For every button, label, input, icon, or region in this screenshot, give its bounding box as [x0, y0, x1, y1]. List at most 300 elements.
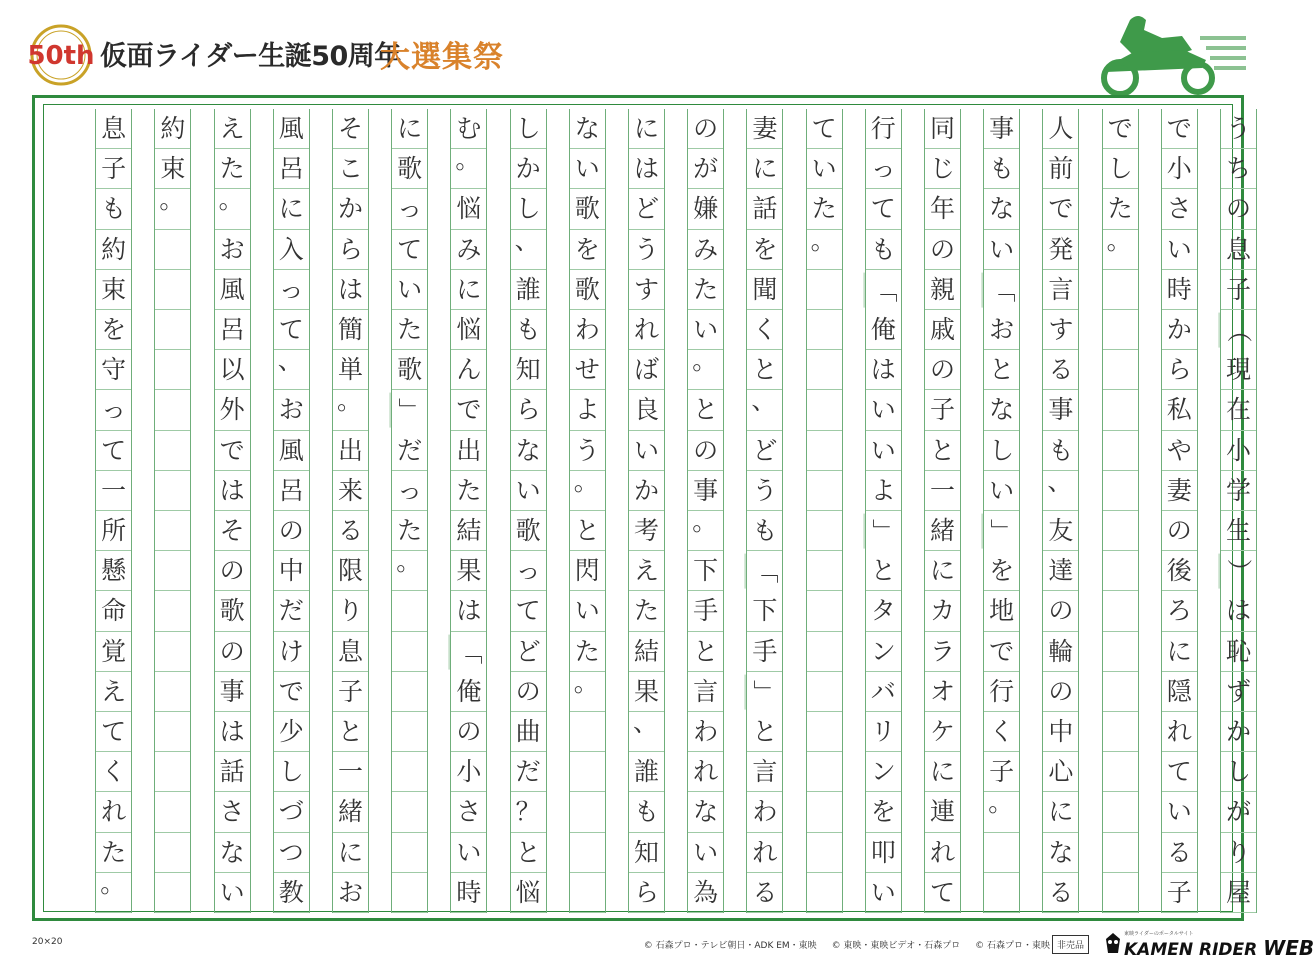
manuscript-cell: て	[925, 873, 960, 913]
manuscript-cell	[570, 712, 605, 752]
manuscript-cell	[570, 752, 605, 792]
manuscript-cell: 心	[1043, 752, 1078, 792]
manuscript-cell: 果	[629, 672, 664, 712]
manuscript-column	[569, 109, 606, 913]
manuscript-cell: て	[96, 712, 131, 752]
manuscript-cell: 事	[688, 471, 723, 511]
manuscript-cell: ち	[1221, 149, 1256, 189]
manuscript-cell: 」	[745, 674, 785, 709]
manuscript-cell: 風	[274, 431, 309, 471]
manuscript-cell: り	[1221, 833, 1256, 873]
manuscript-cell: 以	[215, 350, 250, 390]
manuscript-cell: 妻	[1162, 471, 1197, 511]
manuscript-cell: ん	[451, 350, 486, 390]
manuscript-cell	[155, 350, 190, 390]
manuscript-cell: た	[96, 833, 131, 873]
manuscript-cell: て	[1162, 752, 1197, 792]
page-title-accent: 大選集祭	[380, 40, 504, 75]
manuscript-cell: 輪	[1043, 632, 1078, 672]
manuscript-cell: も	[511, 310, 546, 350]
manuscript-cell: な	[511, 431, 546, 471]
manuscript-cell: ど	[747, 431, 782, 471]
manuscript-cell: 呂	[274, 471, 309, 511]
manuscript-cell: か	[333, 189, 368, 229]
manuscript-cell: て	[807, 109, 842, 149]
manuscript-cell: 考	[629, 511, 664, 551]
manuscript-cell: 限	[333, 551, 368, 591]
manuscript-cell: は	[215, 712, 250, 752]
manuscript-cell: ろ	[1162, 591, 1197, 631]
manuscript-cell: 束	[96, 270, 131, 310]
manuscript-cell	[807, 873, 842, 913]
manuscript-cell: を	[96, 310, 131, 350]
manuscript-cell: 中	[1043, 712, 1078, 752]
manuscript-cell	[155, 270, 190, 310]
manuscript-cell: よ	[866, 471, 901, 511]
manuscript-cell	[155, 752, 190, 792]
manuscript-cell: だ	[511, 752, 546, 792]
manuscript-cell: 手	[747, 632, 782, 672]
manuscript-cell: 現	[1221, 350, 1256, 390]
manuscript-cell: る	[747, 873, 782, 913]
manuscript-cell: ？	[511, 792, 546, 832]
manuscript-cell: 。	[807, 230, 842, 270]
manuscript-cell	[155, 873, 190, 913]
manuscript-cell: な	[570, 109, 605, 149]
manuscript-cell: ど	[511, 632, 546, 672]
manuscript-cell: 「	[449, 634, 489, 669]
manuscript-cell	[155, 632, 190, 672]
manuscript-cell	[392, 712, 427, 752]
manuscript-cell: た	[807, 189, 842, 229]
manuscript-cell: 言	[1043, 270, 1078, 310]
manuscript-cell: 。	[688, 350, 723, 390]
manuscript-cell	[1103, 310, 1138, 350]
page-title: 仮面ライダー生誕50周年	[100, 41, 401, 72]
manuscript-cell: だ	[274, 591, 309, 631]
manuscript-cell: ら	[511, 390, 546, 430]
logo-text: 50th	[27, 41, 95, 71]
manuscript-cell: い	[984, 230, 1019, 270]
manuscript-cell: 子	[1221, 270, 1256, 310]
brand-main: KAMEN RIDER	[1124, 940, 1258, 960]
manuscript-cell: っ	[96, 390, 131, 430]
manuscript-cell: 少	[274, 712, 309, 752]
manuscript-cell: の	[925, 230, 960, 270]
manuscript-cell	[392, 672, 427, 712]
manuscript-cell: と	[511, 833, 546, 873]
manuscript-cell	[392, 792, 427, 832]
manuscript-cell: と	[984, 350, 1019, 390]
manuscript-cell: た	[451, 471, 486, 511]
manuscript-cell: わ	[688, 712, 723, 752]
manuscript-cell: 、	[629, 712, 664, 752]
manuscript-cell: 」	[390, 393, 430, 428]
manuscript-cell	[807, 511, 842, 551]
manuscript-cell: ば	[629, 350, 664, 390]
credit-item: © 石森プロ・東映	[975, 941, 1050, 951]
manuscript-cell: 事	[1043, 390, 1078, 430]
manuscript-cell: や	[1162, 431, 1197, 471]
manuscript-cell: く	[984, 712, 1019, 752]
manuscript-cell: わ	[747, 792, 782, 832]
manuscript-cell: 歌	[392, 149, 427, 189]
manuscript-cell: ラ	[925, 632, 960, 672]
manuscript-cell: 悩	[451, 310, 486, 350]
manuscript-cell: で	[1162, 109, 1197, 149]
manuscript-cell: の	[215, 632, 250, 672]
manuscript-cell	[1103, 471, 1138, 511]
manuscript-cell: は	[629, 149, 664, 189]
manuscript-cell: な	[984, 390, 1019, 430]
manuscript-cell	[155, 591, 190, 631]
manuscript-cell: と	[747, 712, 782, 752]
manuscript-cell: れ	[1162, 712, 1197, 752]
manuscript-cell: え	[629, 551, 664, 591]
manuscript-cell: も	[96, 189, 131, 229]
manuscript-cell: の	[511, 672, 546, 712]
manuscript-cell: じ	[925, 149, 960, 189]
manuscript-cell: 発	[1043, 230, 1078, 270]
manuscript-column	[1220, 109, 1257, 913]
manuscript-cell: な	[984, 189, 1019, 229]
manuscript-cell: む	[451, 109, 486, 149]
manuscript-cell: っ	[274, 270, 309, 310]
manuscript-cell: こ	[333, 149, 368, 189]
manuscript-cell: 約	[155, 109, 190, 149]
manuscript-cell: お	[274, 390, 309, 430]
manuscript-cell: 人	[1043, 109, 1078, 149]
manuscript-cell	[807, 833, 842, 873]
manuscript-cell: 生	[1221, 511, 1256, 551]
manuscript-cell: か	[511, 149, 546, 189]
manuscript-cell: 行	[866, 109, 901, 149]
manuscript-cell: た	[392, 310, 427, 350]
manuscript-cell: に	[925, 551, 960, 591]
manuscript-cell: 話	[215, 752, 250, 792]
manuscript-cell: 俺	[866, 310, 901, 350]
manuscript-cell: 。	[1103, 230, 1138, 270]
manuscript-cell	[1103, 270, 1138, 310]
manuscript-cell	[1103, 551, 1138, 591]
manuscript-cell: い	[688, 833, 723, 873]
manuscript-cell	[807, 270, 842, 310]
manuscript-cell: 時	[1162, 270, 1197, 310]
manuscript-cell: の	[274, 511, 309, 551]
manuscript-cell: さ	[1162, 189, 1197, 229]
manuscript-cell: 呂	[274, 149, 309, 189]
manuscript-cell	[984, 873, 1019, 913]
manuscript-cell: い	[451, 833, 486, 873]
manuscript-cell: れ	[925, 833, 960, 873]
manuscript-cell: を	[866, 792, 901, 832]
manuscript-cell: 守	[96, 350, 131, 390]
manuscript-cell: い	[866, 431, 901, 471]
manuscript-cell	[807, 591, 842, 631]
manuscript-cell: ）	[1218, 554, 1258, 589]
manuscript-cell: 覚	[96, 632, 131, 672]
manuscript-cell: な	[215, 833, 250, 873]
manuscript-cell	[1103, 350, 1138, 390]
manuscript-cell: の	[215, 551, 250, 591]
manuscript-cell: 事	[984, 109, 1019, 149]
manuscript-cell	[807, 431, 842, 471]
manuscript-cell: く	[747, 310, 782, 350]
manuscript-cell	[807, 551, 842, 591]
credit-item: © 石森プロ・テレビ朝日・ADK EM・東映	[643, 941, 817, 951]
manuscript-cell: た	[688, 270, 723, 310]
manuscript-cell: て	[96, 431, 131, 471]
manuscript-cell: 。	[688, 511, 723, 551]
manuscript-cell	[1103, 792, 1138, 832]
manuscript-cell: 出	[333, 431, 368, 471]
credit-item: © 東映・東映ビデオ・石森プロ	[831, 941, 961, 951]
manuscript-cell: 果	[451, 551, 486, 591]
manuscript-cell: 結	[451, 511, 486, 551]
manuscript-cell: 知	[629, 833, 664, 873]
manuscript-cell: ら	[1162, 350, 1197, 390]
manuscript-cell: 在	[1221, 390, 1256, 430]
manuscript-cell: た	[215, 149, 250, 189]
manuscript-cell: 閃	[570, 551, 605, 591]
manuscript-cell: タ	[866, 591, 901, 631]
manuscript-cell	[570, 792, 605, 832]
manuscript-cell: え	[215, 109, 250, 149]
manuscript-cell: い	[392, 270, 427, 310]
manuscript-cell: と	[925, 431, 960, 471]
manuscript-cell: 懸	[96, 551, 131, 591]
manuscript-cell: ら	[333, 230, 368, 270]
manuscript-cell: 隠	[1162, 672, 1197, 712]
manuscript-cell: 風	[274, 109, 309, 149]
grid-size-label: 20×20	[32, 937, 63, 947]
manuscript-cell	[392, 632, 427, 672]
manuscript-cell: 歌	[570, 270, 605, 310]
manuscript-cell: よ	[570, 390, 605, 430]
manuscript-cell: う	[747, 471, 782, 511]
manuscript-cell: は	[1221, 591, 1256, 631]
manuscript-cell: は	[215, 471, 250, 511]
manuscript-cell: カ	[925, 591, 960, 631]
manuscript-cell: も	[1043, 431, 1078, 471]
manuscript-cell: 下	[688, 551, 723, 591]
manuscript-cell: た	[570, 632, 605, 672]
manuscript-cell: れ	[96, 792, 131, 832]
manuscript-cell	[392, 833, 427, 873]
manuscript-cell: 。	[96, 873, 131, 913]
manuscript-cell: し	[511, 189, 546, 229]
manuscript-cell	[155, 792, 190, 832]
manuscript-cell: け	[274, 632, 309, 672]
manuscript-cell: （	[1218, 313, 1258, 348]
manuscript-cell: 歌	[511, 511, 546, 551]
manuscript-cell	[807, 390, 842, 430]
manuscript-column	[746, 109, 783, 913]
manuscript-cell: 言	[688, 672, 723, 712]
manuscript-cell: の	[1221, 189, 1256, 229]
manuscript-cell: か	[629, 471, 664, 511]
manuscript-cell: 後	[1162, 551, 1197, 591]
manuscript-cell: で	[215, 431, 250, 471]
manuscript-cell: と	[333, 712, 368, 752]
manuscript-cell	[1103, 390, 1138, 430]
manuscript-cell: オ	[925, 672, 960, 712]
rider-emblem-icon	[1104, 932, 1122, 956]
manuscript-cell: と	[688, 390, 723, 430]
manuscript-cell: せ	[570, 350, 605, 390]
manuscript-cell: っ	[511, 551, 546, 591]
manuscript-cell: を	[984, 551, 1019, 591]
manuscript-column	[214, 109, 251, 913]
manuscript-cell: に	[1043, 792, 1078, 832]
manuscript-cell: の	[925, 350, 960, 390]
manuscript-cell: の	[1043, 591, 1078, 631]
manuscript-cell	[155, 471, 190, 511]
manuscript-cell	[570, 833, 605, 873]
manuscript-cell: バ	[866, 672, 901, 712]
manuscript-cell: さ	[451, 792, 486, 832]
manuscript-cell: 。	[392, 551, 427, 591]
manuscript-cell: り	[333, 591, 368, 631]
manuscript-cell	[155, 551, 190, 591]
manuscript-cell: っ	[392, 471, 427, 511]
manuscript-cell: さ	[215, 792, 250, 832]
manuscript-cell: っ	[866, 149, 901, 189]
manuscript-cell: る	[1043, 350, 1078, 390]
manuscript-cell: 一	[925, 471, 960, 511]
manuscript-cell: い	[511, 471, 546, 511]
manuscript-cell: い	[984, 471, 1019, 511]
manuscript-cell: に	[333, 833, 368, 873]
manuscript-cell: 小	[451, 752, 486, 792]
manuscript-cell: 入	[274, 230, 309, 270]
manuscript-cell: 曲	[511, 712, 546, 752]
manuscript-cell: う	[1221, 109, 1256, 149]
manuscript-cell	[155, 390, 190, 430]
manuscript-cell: 悩	[511, 873, 546, 913]
manuscript-cell	[807, 310, 842, 350]
manuscript-cell: 「	[745, 554, 785, 589]
manuscript-cell: ど	[629, 189, 664, 229]
manuscript-cell: の	[1162, 511, 1197, 551]
manuscript-cell: い	[1162, 230, 1197, 270]
manuscript-column	[273, 109, 310, 913]
manuscript-cell	[1103, 591, 1138, 631]
manuscript-cell: 息	[1221, 230, 1256, 270]
manuscript-cell	[807, 632, 842, 672]
manuscript-cell: ら	[629, 873, 664, 913]
manuscript-cell	[392, 591, 427, 631]
manuscript-cell: 下	[747, 591, 782, 631]
manuscript-cell: 出	[451, 431, 486, 471]
motorcycle-rider-icon	[1090, 6, 1250, 98]
manuscript-cell: 屋	[1221, 873, 1256, 913]
manuscript-cell: 。	[215, 189, 250, 229]
manuscript-frame	[32, 95, 1254, 921]
manuscript-cell: も	[984, 149, 1019, 189]
manuscript-cell: 中	[274, 551, 309, 591]
manuscript-cell: の	[451, 712, 486, 752]
manuscript-cell: 歌	[570, 189, 605, 229]
manuscript-cell: し	[1221, 752, 1256, 792]
manuscript-cell: そ	[333, 109, 368, 149]
manuscript-cell: す	[629, 270, 664, 310]
manuscript-cell: に	[1162, 632, 1197, 672]
manuscript-cell: 約	[96, 230, 131, 270]
manuscript-cell: と	[570, 511, 605, 551]
manuscript-cell: 教	[274, 873, 309, 913]
manuscript-cell: と	[688, 632, 723, 672]
manuscript-cell: 俺	[451, 672, 486, 712]
manuscript-cell	[1103, 833, 1138, 873]
manuscript-cell: も	[629, 792, 664, 832]
manuscript-cell: 。	[570, 471, 605, 511]
manuscript-column	[983, 109, 1020, 913]
manuscript-cell: の	[1043, 672, 1078, 712]
manuscript-cell: 妻	[747, 109, 782, 149]
manuscript-cell	[807, 471, 842, 511]
manuscript-cell: た	[1103, 189, 1138, 229]
manuscript-cell: い	[866, 873, 901, 913]
manuscript-cell: 為	[688, 873, 723, 913]
manuscript-cell: 私	[1162, 390, 1197, 430]
manuscript-cell	[1103, 752, 1138, 792]
manuscript-cell	[1103, 712, 1138, 752]
manuscript-cell: う	[570, 431, 605, 471]
manuscript-cell: い	[570, 149, 605, 189]
manuscript-cell: に	[392, 109, 427, 149]
manuscript-column	[95, 109, 132, 913]
manuscript-cell: を	[570, 230, 605, 270]
manuscript-cell: 話	[747, 189, 782, 229]
manuscript-cell: お	[215, 230, 250, 270]
manuscript-cell: え	[96, 672, 131, 712]
manuscript-cell	[1103, 511, 1138, 551]
manuscript-cell: か	[1221, 712, 1256, 752]
manuscript-column	[924, 109, 961, 913]
manuscript-cell: ン	[866, 752, 901, 792]
header	[0, 0, 1280, 92]
manuscript-cell: 戚	[925, 310, 960, 350]
manuscript-cell: 。	[451, 149, 486, 189]
manuscript-cell	[155, 511, 190, 551]
manuscript-cell: 、	[511, 230, 546, 270]
brand-subtitle: 東映ライダーのポータルサイト	[1124, 931, 1194, 937]
manuscript-cell: に	[451, 270, 486, 310]
manuscript-cell: 息	[96, 109, 131, 149]
manuscript-cell: 呂	[215, 310, 250, 350]
manuscript-cell: お	[984, 310, 1019, 350]
manuscript-cell: 手	[688, 591, 723, 631]
manuscript-cell	[155, 230, 190, 270]
copyright-credits	[632, 938, 1050, 951]
manuscript-cell: づ	[274, 792, 309, 832]
manuscript-cell: か	[1162, 310, 1197, 350]
manuscript-cell: 時	[451, 873, 486, 913]
manuscript-cell: ず	[1221, 672, 1256, 712]
manuscript-cell: 来	[333, 471, 368, 511]
manuscript-cell: 息	[333, 632, 368, 672]
manuscript-cell: が	[688, 149, 723, 189]
manuscript-cell	[155, 431, 190, 471]
manuscript-cell: 緒	[925, 511, 960, 551]
manuscript-cell: が	[1221, 792, 1256, 832]
manuscript-column	[1161, 109, 1198, 913]
manuscript-cell: う	[629, 230, 664, 270]
manuscript-cell: に	[629, 109, 664, 149]
50th-anniversary-logo-icon	[27, 24, 95, 86]
manuscript-cell: で	[1103, 109, 1138, 149]
